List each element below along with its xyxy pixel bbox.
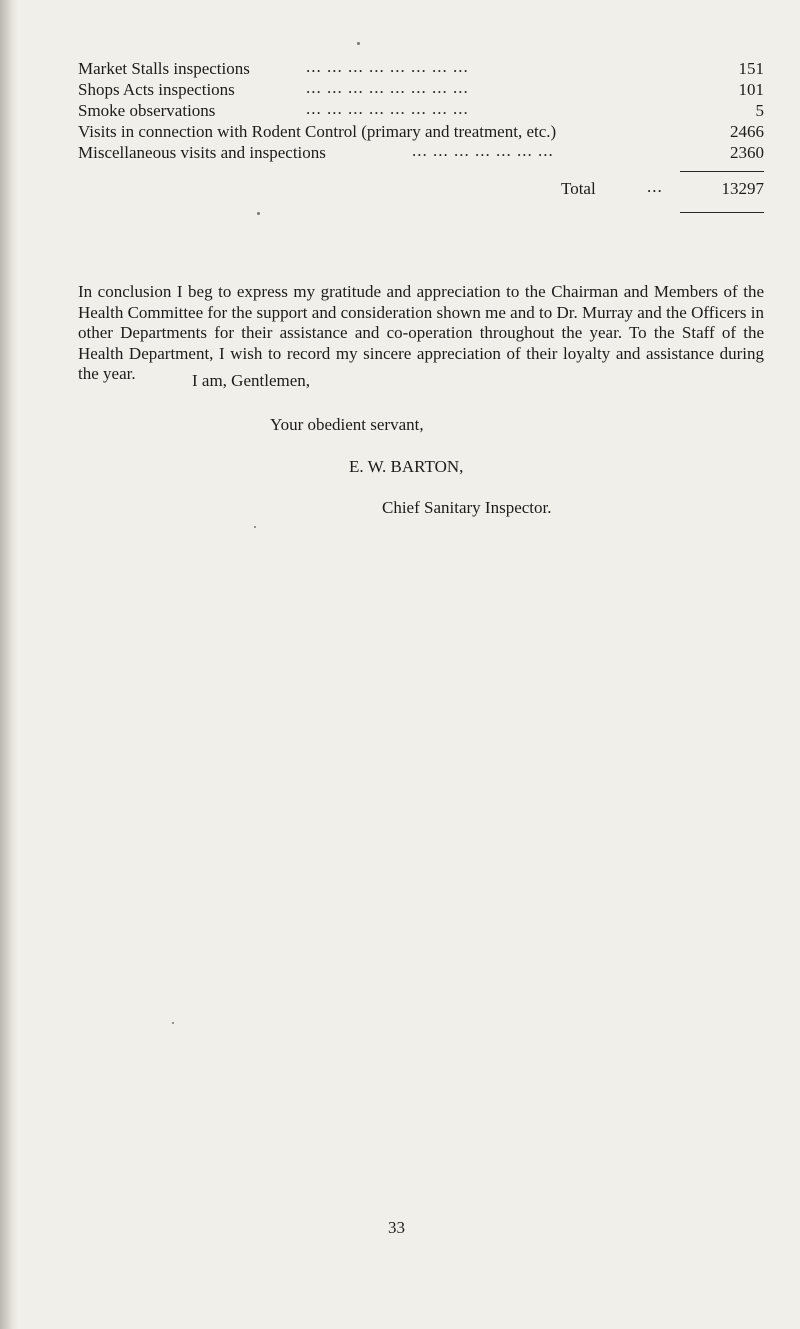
inspections-table bbox=[78, 57, 764, 198]
signatory-title: Chief Sanitary Inspector. bbox=[382, 498, 552, 517]
valediction: Your obedient servant, bbox=[270, 415, 424, 434]
table-row bbox=[78, 100, 764, 121]
row-value: 101 bbox=[738, 80, 764, 99]
leader-dots: ... ... ... ... ... ... ... ... bbox=[306, 99, 469, 118]
leader-dots: ... bbox=[647, 177, 663, 196]
row-value: 5 bbox=[755, 101, 764, 120]
paper-speck bbox=[172, 1022, 174, 1024]
paper-speck bbox=[257, 212, 260, 215]
total-label: Total bbox=[561, 179, 596, 198]
row-label: Visits in connection with Rodent Control (primary and treatment, etc.) bbox=[78, 122, 557, 141]
row-label: Miscellaneous visits and inspections bbox=[78, 143, 326, 162]
row-label: Shops Acts inspections bbox=[78, 80, 235, 99]
salutation: I am, Gentlemen, bbox=[192, 371, 311, 390]
signatory-name: E. W. BARTON, bbox=[349, 457, 464, 476]
row-label: Smoke observations bbox=[78, 101, 216, 120]
paper-speck bbox=[254, 526, 256, 528]
total-row bbox=[78, 178, 764, 200]
table-row bbox=[78, 121, 764, 142]
total-rule-top bbox=[680, 171, 764, 172]
page-number: 33 bbox=[388, 1218, 405, 1237]
row-value: 2360 bbox=[730, 143, 764, 162]
table-row bbox=[78, 142, 764, 163]
leader-dots: ... ... ... ... ... ... ... ... bbox=[306, 57, 469, 76]
leader-dots: ... ... ... ... ... ... ... bbox=[412, 141, 554, 160]
row-value: 151 bbox=[738, 59, 764, 78]
row-label: Market Stalls inspections bbox=[78, 59, 250, 78]
total-value: 13297 bbox=[721, 179, 764, 198]
paper-speck bbox=[357, 42, 360, 45]
row-value: 2466 bbox=[730, 122, 764, 141]
leader-dots: ... ... ... ... ... ... ... ... bbox=[306, 78, 469, 97]
total-rule-bottom bbox=[680, 212, 764, 213]
table-row bbox=[78, 58, 764, 79]
table-row bbox=[78, 79, 764, 100]
conclusion-paragraph: In conclusion I beg to express my gratitude and appreciation to the Chairman and Members of the Health Committee for the support and consideration shown me and to Dr. Murray and the Officers in other Departments for their assistance and co-operation throughout the year. To the Staff of the Health Department, I wish to record my sincere appreciation of their loyalty and assistance during the year. bbox=[78, 282, 764, 383]
